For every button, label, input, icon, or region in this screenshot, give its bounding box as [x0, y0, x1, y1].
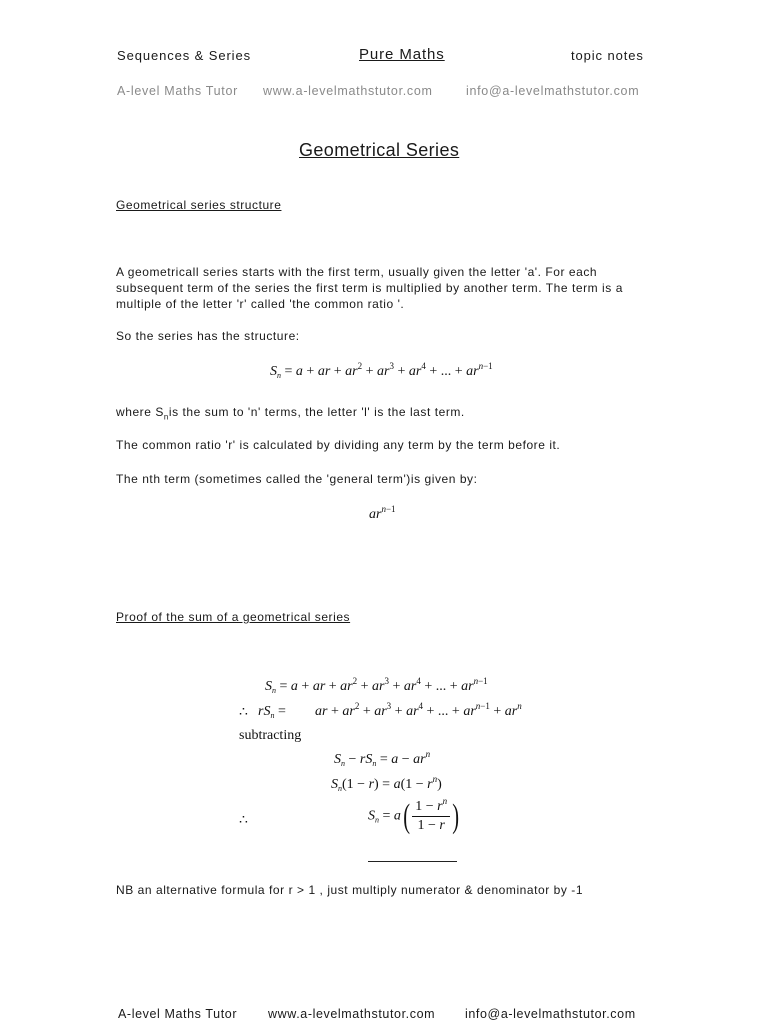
sum-formula-result: $S_n = a$( $\frac{1 - r^n}{1 - r}$ ) — [368, 796, 460, 835]
footer-email-link[interactable]: info@a-levelmathstutor.com — [465, 1007, 636, 1021]
header-tutor-name: A-level Maths Tutor — [117, 84, 238, 98]
proof-line-r-sum: $rS_n$ = — [258, 704, 286, 720]
page-title: Geometrical Series — [299, 140, 460, 160]
proof-line-r-sum-terms: ar + $ar^2 + ar^3 + ar^4$ + ... + $ar^{n-1} + ar^n$ — [315, 701, 522, 719]
paragraph-line: subsequent term of the series the first term is multiplied by another term. The term is a — [116, 281, 623, 295]
paragraph-common-ratio: The common ratio 'r' is calculated by dividing any term by the term before it. — [116, 438, 561, 452]
proof-line-difference: $S_n - rS_n = a - ar^n$ — [334, 749, 431, 768]
header-website-link[interactable]: www.a-levelmathstutor.com — [263, 84, 433, 98]
paragraph-line: A geometricall series starts with the first term, usually given the letter 'a'. For each — [116, 265, 598, 279]
section-heading-structure: Geometrical series structure — [116, 198, 282, 212]
nth-term-formula: $ar^{n-1}$ — [369, 504, 396, 522]
paragraph-structure-intro: So the series has the structure: — [116, 329, 300, 343]
result-underline — [368, 861, 457, 862]
section-heading-proof: Proof of the sum of a geometrical series — [116, 610, 351, 624]
paragraph-nth-term: The nth term (sometimes called the 'general term')is given by: — [116, 472, 478, 486]
header-doc-type: topic notes — [571, 48, 644, 63]
therefore-symbol: ∴ — [239, 705, 248, 720]
alternative-formula-note: NB an alternative formula for r > 1 , just multiply numerator & denominator by -1 — [116, 883, 584, 897]
footer-tutor-name: A-level Maths Tutor — [118, 1007, 238, 1021]
subtracting-label: subtracting — [239, 728, 302, 743]
header-topic: Sequences & Series — [117, 48, 251, 63]
header-subject: Pure Maths — [359, 46, 445, 63]
footer-website-link[interactable]: www.a-levelmathstutor.com — [268, 1007, 436, 1021]
proof-line-factored: $S_n(1 - r) = a(1 - r^n)$ — [331, 774, 442, 793]
paragraph-sum-definition: where $S_nis$ the sum to 'n' terms, the letter 'l' is the last term. — [116, 405, 465, 422]
series-formula: $S_n = a$ + ar + $ar^2 + ar^3 + ar^4$ + ... + $ar^{n-1}$ — [270, 361, 493, 380]
proof-line-sum: $S_n = a$ + ar + $ar^2 + ar^3 + ar^4$ + ... + $ar^{n-1}$ — [265, 676, 488, 695]
therefore-symbol: ∴ — [239, 813, 248, 828]
paragraph-line: multiple of the letter 'r' called 'the common ratio '. — [116, 297, 405, 311]
header-email-link[interactable]: info@a-levelmathstutor.com — [466, 84, 640, 98]
